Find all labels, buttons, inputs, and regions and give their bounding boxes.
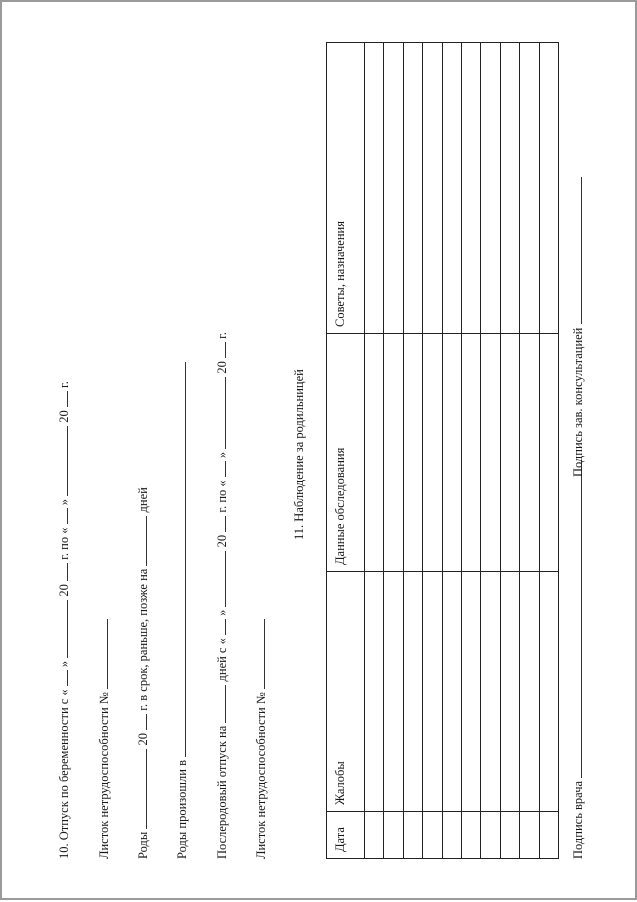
table-cell[interactable]	[481, 812, 500, 859]
table-cell[interactable]	[520, 43, 539, 334]
birth-place-line	[172, 362, 190, 859]
section-title: 11. Наблюдение за родильницей	[292, 369, 306, 540]
birth-year-field[interactable]	[133, 714, 147, 730]
sick-leave-label: Листок нетрудоспособности №	[97, 692, 111, 859]
table-row	[539, 43, 558, 859]
column-header-date: Дата	[327, 812, 365, 859]
table-cell[interactable]	[423, 812, 442, 859]
table-row	[423, 43, 442, 859]
table-cell[interactable]	[481, 43, 500, 334]
table-cell[interactable]	[539, 572, 558, 812]
start-year-field[interactable]	[54, 563, 68, 581]
postnatal-start-year-field[interactable]	[212, 516, 226, 532]
sick-leave-line-2	[251, 619, 269, 859]
birth-date-field[interactable]	[133, 749, 147, 829]
birth-line: Роды 20 г. в срок, раньше, позже на дней	[133, 487, 151, 859]
table-cell[interactable]	[403, 334, 422, 572]
table-cell[interactable]	[461, 334, 480, 572]
maternity-leave-label: 10. Отпуск по беременности с «	[57, 689, 71, 859]
end-month-field[interactable]	[54, 426, 68, 496]
start-month-field[interactable]	[54, 600, 68, 658]
table-row	[384, 43, 403, 859]
table-cell[interactable]	[365, 43, 384, 334]
sick-leave-line-1	[94, 619, 112, 859]
table-header-row	[327, 43, 365, 859]
table-cell[interactable]	[384, 43, 403, 334]
doctor-signature-line	[568, 460, 586, 859]
column-header-examination: Данные обследования	[327, 334, 365, 572]
postnatal-days-field[interactable]	[212, 685, 226, 723]
table-cell[interactable]	[539, 334, 558, 572]
table-cell[interactable]	[481, 334, 500, 572]
table-row	[403, 43, 422, 859]
table-cell[interactable]	[539, 812, 558, 859]
table-cell[interactable]	[403, 812, 422, 859]
end-year-field[interactable]	[54, 391, 68, 407]
head-signature-field[interactable]	[568, 178, 582, 325]
table-cell[interactable]	[500, 572, 519, 812]
postnatal-end-day-field[interactable]	[212, 461, 226, 477]
table-cell[interactable]	[365, 334, 384, 572]
table-row	[442, 43, 461, 859]
days-deviation-field[interactable]	[133, 516, 147, 566]
birth-label: Роды	[136, 831, 150, 859]
table-cell[interactable]	[461, 572, 480, 812]
table-cell[interactable]	[384, 812, 403, 859]
table-cell[interactable]	[384, 334, 403, 572]
table-cell[interactable]	[520, 572, 539, 812]
column-header-complaints: Жалобы	[327, 572, 365, 812]
sick-leave-number-field-2[interactable]	[251, 619, 265, 689]
table-cell[interactable]	[442, 572, 461, 812]
table-cell[interactable]	[539, 43, 558, 334]
birth-place-field[interactable]	[172, 362, 186, 757]
head-signature-label: Подпись зав. консультацией	[571, 327, 585, 477]
sick-leave-number-field[interactable]	[94, 619, 108, 689]
table-cell[interactable]	[403, 43, 422, 334]
table-cell[interactable]	[520, 334, 539, 572]
birth-place-label: Роды произошли в	[175, 760, 189, 859]
table-cell[interactable]	[423, 43, 442, 334]
table-cell[interactable]	[442, 43, 461, 334]
table-row	[500, 43, 519, 859]
table-cell[interactable]	[442, 812, 461, 859]
doctor-signature-field[interactable]	[568, 460, 582, 778]
postnatal-start-month-field[interactable]	[212, 551, 226, 607]
table-cell[interactable]	[481, 572, 500, 812]
head-signature-line	[568, 178, 586, 478]
form-sheet	[2, 2, 637, 902]
table-cell[interactable]	[384, 572, 403, 812]
postnatal-leave-line: Послеродовый отпуск на дней с « » 20 г. по « » 20 г.	[212, 332, 230, 859]
end-day-field[interactable]	[54, 508, 68, 524]
start-day-field[interactable]	[54, 670, 68, 686]
table-cell[interactable]	[461, 43, 480, 334]
table-cell[interactable]	[423, 334, 442, 572]
postnatal-leave-label: Послеродовый отпуск на	[215, 725, 229, 859]
doctor-signature-label: Подпись врача	[571, 780, 585, 859]
table-cell[interactable]	[520, 812, 539, 859]
table-cell[interactable]	[365, 812, 384, 859]
table-row	[461, 43, 480, 859]
table-body	[365, 43, 559, 859]
table-row	[520, 43, 539, 859]
table-cell[interactable]	[500, 43, 519, 334]
table-cell[interactable]	[403, 572, 422, 812]
sick-leave-label-2: Листок нетрудоспособности №	[254, 692, 268, 859]
table-cell[interactable]	[500, 812, 519, 859]
table-cell[interactable]	[461, 812, 480, 859]
table-row	[481, 43, 500, 859]
postnatal-end-year-field[interactable]	[212, 342, 226, 358]
observation-table	[326, 42, 559, 859]
table-cell[interactable]	[423, 572, 442, 812]
maternity-leave-line: 10. Отпуск по беременности с « » 20 г. по « » 20 г.	[54, 381, 72, 859]
table-cell[interactable]	[442, 334, 461, 572]
column-header-advice: Советы, назначения	[327, 43, 365, 334]
table-cell[interactable]	[500, 334, 519, 572]
postnatal-start-day-field[interactable]	[212, 619, 226, 635]
table-row	[365, 43, 384, 859]
table-cell[interactable]	[365, 572, 384, 812]
postnatal-end-month-field[interactable]	[212, 377, 226, 449]
